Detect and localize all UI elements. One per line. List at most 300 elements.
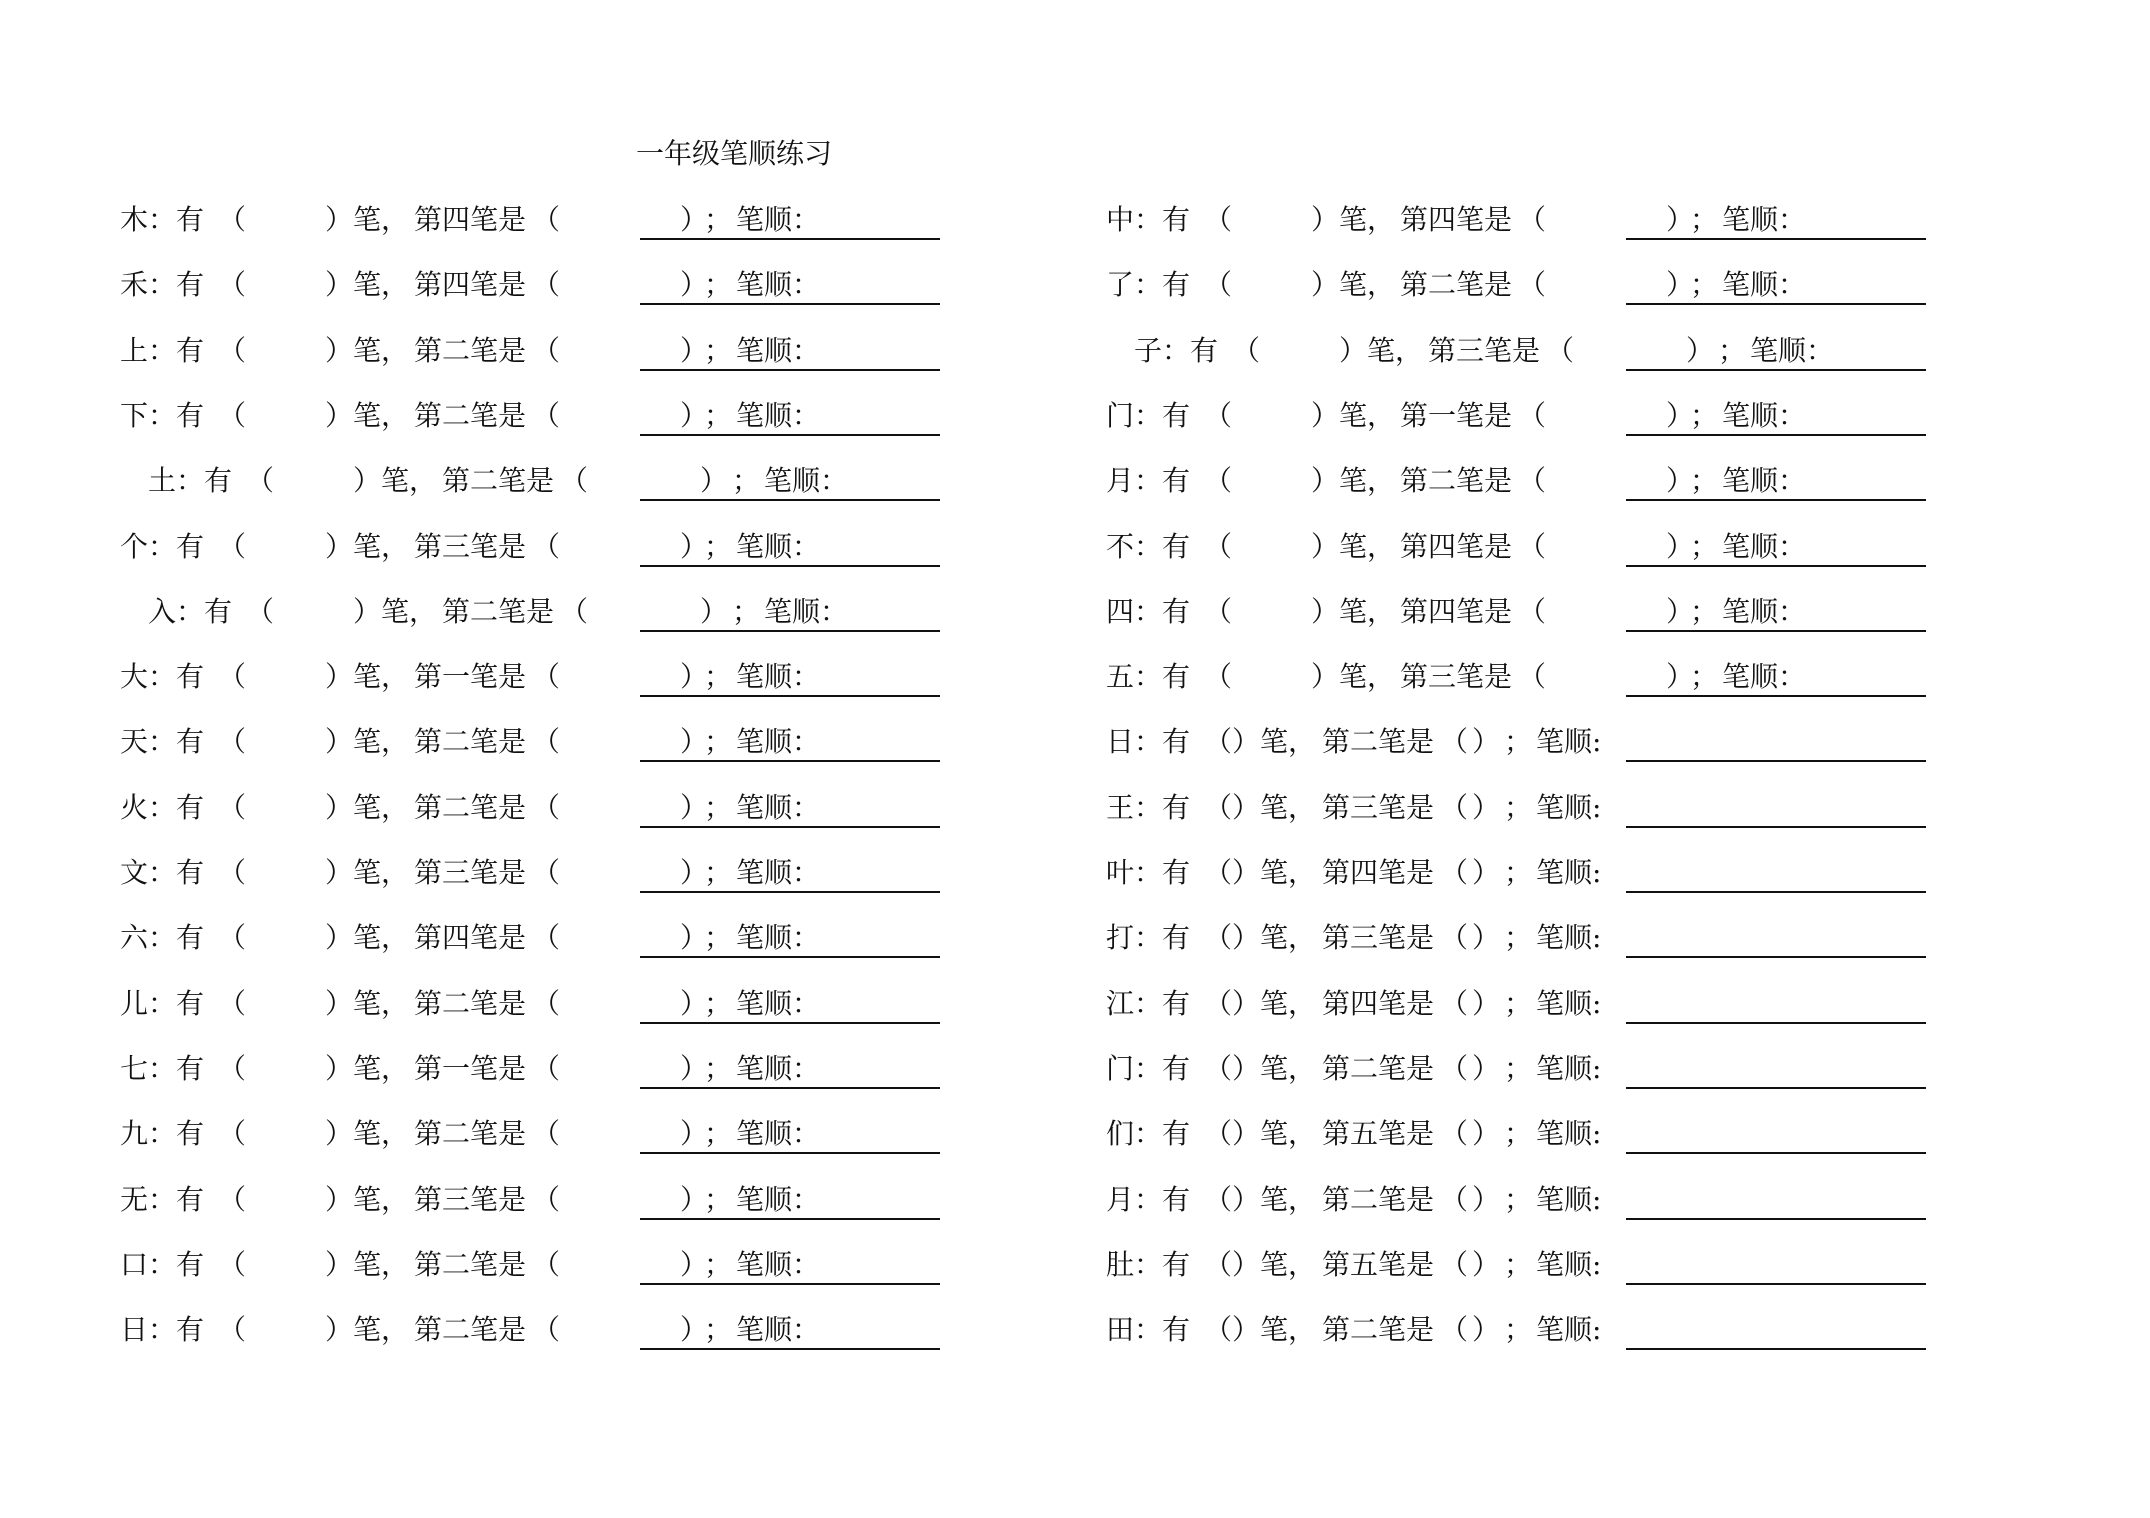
stroke-char-label: 了：有 [1106, 268, 1191, 302]
stroke-count-close: ）笔， [1311, 594, 1396, 628]
stroke-order-blank[interactable] [730, 630, 940, 632]
stroke-order-label: 笔顺: [1536, 790, 1602, 824]
stroke-count-open: （ [1232, 333, 1261, 367]
stroke-answer-close: ） [680, 660, 709, 694]
stroke-char-label: 月：有 [1106, 1182, 1191, 1216]
stroke-answer-open: （ [1440, 1247, 1469, 1281]
stroke-order-label: 笔顺： [1722, 268, 1807, 302]
stroke-ordinal-label: 第二笔是 [414, 790, 527, 824]
right-exercise-row-2 [1106, 263, 2006, 307]
stroke-count-close: ）笔， [1232, 1182, 1317, 1216]
stroke-count-open: （ [218, 203, 247, 236]
stroke-order-label: 笔顺： [736, 856, 821, 889]
stroke-count-close: ）笔， [325, 1117, 410, 1151]
left-exercise-row-8 [120, 655, 1020, 699]
left-exercise-row-17 [120, 1243, 1020, 1287]
stroke-count-open: （ [246, 594, 275, 628]
stroke-count-close: ）笔， [325, 790, 410, 824]
stroke-order-blank[interactable] [1626, 891, 1926, 893]
stroke-count-open: （ [1204, 203, 1233, 236]
stroke-count-open: （ [218, 986, 247, 1020]
semicolon: ； [704, 398, 733, 432]
stroke-count-open: （ [218, 1247, 247, 1281]
stroke-order-blank[interactable] [730, 1348, 940, 1350]
stroke-ordinal-label: 第二笔是 [414, 1117, 527, 1151]
stroke-order-label: 笔顺： [1722, 203, 1807, 236]
stroke-char-label: 肚：有 [1106, 1247, 1191, 1281]
stroke-ordinal-label: 第二笔是 [414, 1247, 527, 1281]
stroke-answer-close: ） [680, 856, 709, 889]
stroke-answer-close: ） [1472, 1182, 1501, 1216]
stroke-answer-open: （ [1518, 660, 1547, 694]
stroke-count-close: ）笔， [325, 660, 410, 694]
right-exercise-row-15 [1106, 1112, 2006, 1156]
right-exercise-row-11 [1106, 851, 2006, 895]
right-exercise-row-10 [1106, 786, 2006, 830]
stroke-answer-open: （ [532, 529, 561, 563]
stroke-char-label: 入：有 [148, 594, 233, 628]
semicolon: ； [704, 1182, 733, 1216]
stroke-answer-close: ） [1472, 790, 1501, 824]
stroke-ordinal-label: 第二笔是 [414, 986, 527, 1020]
stroke-order-blank[interactable] [1626, 826, 1926, 828]
stroke-count-open: （ [1204, 725, 1233, 759]
stroke-count-close: ）笔， [325, 1247, 410, 1281]
left-exercise-row-5 [148, 459, 1048, 503]
stroke-order-blank[interactable] [1716, 565, 1926, 567]
stroke-char-label: 江：有 [1106, 986, 1191, 1020]
stroke-order-label: 笔顺： [736, 725, 821, 759]
semicolon: ； [704, 529, 733, 563]
stroke-order-blank[interactable] [730, 499, 940, 501]
stroke-answer-close: ） [1472, 986, 1501, 1020]
right-exercise-row-4 [1106, 394, 2006, 438]
stroke-answer-open: （ [1440, 1051, 1469, 1085]
right-exercise-row-1 [1106, 198, 2006, 242]
stroke-count-close: ）笔， [325, 1051, 410, 1085]
stroke-count-open: （ [1204, 529, 1233, 563]
stroke-order-blank[interactable] [730, 1283, 940, 1285]
stroke-count-open: （ [218, 790, 247, 824]
stroke-count-close: ）笔， [1311, 398, 1396, 432]
stroke-count-close: ）笔， [1232, 921, 1317, 955]
stroke-char-label: 下：有 [120, 398, 205, 432]
right-exercise-row-8 [1106, 655, 2006, 699]
stroke-count-open: （ [218, 1182, 247, 1216]
right-exercise-row-13 [1106, 982, 2006, 1026]
stroke-order-label: 笔顺： [736, 1117, 821, 1151]
stroke-count-close: ）笔， [325, 725, 410, 759]
stroke-order-label: 笔顺: [1536, 1247, 1602, 1281]
stroke-order-blank[interactable] [1626, 1152, 1926, 1154]
stroke-count-open: （ [246, 464, 275, 498]
stroke-ordinal-label: 第三笔是 [414, 1182, 527, 1216]
semicolon: ； [704, 1313, 733, 1347]
stroke-order-label: 笔顺： [1722, 529, 1807, 563]
semicolon: ； [1504, 986, 1533, 1020]
stroke-count-open: （ [218, 398, 247, 432]
stroke-char-label: 口：有 [120, 1247, 205, 1281]
stroke-ordinal-label: 第二笔是 [1322, 725, 1435, 759]
stroke-ordinal-label: 第三笔是 [1400, 660, 1513, 694]
semicolon: ； [704, 986, 733, 1020]
stroke-order-blank[interactable] [730, 369, 940, 371]
semicolon: ； [704, 921, 733, 955]
right-exercise-row-16 [1106, 1178, 2006, 1222]
stroke-ordinal-label: 第二笔是 [414, 725, 527, 759]
stroke-count-close: ）笔， [1232, 1313, 1317, 1347]
stroke-count-close: ）笔， [1232, 986, 1317, 1020]
stroke-order-label: 笔顺： [736, 1182, 821, 1216]
stroke-ordinal-label: 第二笔是 [414, 398, 527, 432]
left-exercise-row-3 [120, 329, 1020, 373]
stroke-count-open: （ [1204, 856, 1233, 889]
stroke-count-open: （ [1204, 1182, 1233, 1216]
stroke-answer-close: ） [680, 529, 709, 563]
stroke-order-label: 笔顺: [1536, 856, 1602, 889]
stroke-count-close: ）笔， [1232, 1051, 1317, 1085]
stroke-answer-close: ） [680, 203, 709, 236]
stroke-answer-close: ） [1472, 1313, 1501, 1347]
stroke-answer-open: （ [1518, 203, 1547, 236]
stroke-ordinal-label: 第二笔是 [1322, 1182, 1435, 1216]
semicolon: ； [1504, 856, 1533, 889]
stroke-ordinal-label: 第三笔是 [1322, 921, 1435, 955]
stroke-answer-close: ） [680, 268, 709, 302]
stroke-order-blank[interactable] [1626, 1087, 1926, 1089]
stroke-char-label: 上：有 [120, 333, 205, 367]
stroke-order-label: 笔顺: [1536, 725, 1602, 759]
stroke-count-close: ）笔， [325, 1182, 410, 1216]
stroke-order-blank[interactable] [730, 956, 940, 958]
stroke-order-label: 笔顺： [736, 529, 821, 563]
stroke-count-open: （ [1204, 1117, 1233, 1151]
stroke-order-blank[interactable] [730, 303, 940, 305]
stroke-answer-close: ） [1686, 333, 1715, 367]
semicolon: ； [704, 1247, 733, 1281]
left-exercise-row-11 [120, 851, 1020, 895]
stroke-order-label: 笔顺： [736, 333, 821, 367]
stroke-order-label: 笔顺： [736, 1313, 821, 1347]
right-exercise-row-5 [1106, 459, 2006, 503]
stroke-count-close: ）笔， [325, 856, 410, 889]
stroke-char-label: 日：有 [1106, 725, 1191, 759]
semicolon: ； [704, 1051, 733, 1085]
stroke-order-label: 笔顺： [736, 790, 821, 824]
semicolon: ； [1504, 790, 1533, 824]
stroke-order-blank[interactable] [1716, 434, 1926, 436]
stroke-answer-open: （ [1518, 594, 1547, 628]
stroke-count-open: （ [218, 725, 247, 759]
stroke-ordinal-label: 第五笔是 [1322, 1247, 1435, 1281]
semicolon: ； [704, 790, 733, 824]
semicolon: ； [732, 594, 761, 628]
stroke-order-blank[interactable] [730, 1022, 940, 1024]
left-exercise-row-14 [120, 1047, 1020, 1091]
stroke-order-label: 笔顺： [736, 268, 821, 302]
stroke-answer-close: ） [680, 1051, 709, 1085]
stroke-count-open: （ [1204, 464, 1233, 498]
semicolon: ； [1504, 725, 1533, 759]
stroke-ordinal-label: 第二笔是 [442, 464, 555, 498]
right-exercise-row-14 [1106, 1047, 2006, 1091]
stroke-order-label: 笔顺： [1750, 333, 1835, 367]
stroke-count-close: ）笔， [1311, 464, 1396, 498]
stroke-ordinal-label: 第二笔是 [1322, 1051, 1435, 1085]
stroke-ordinal-label: 第四笔是 [1400, 594, 1513, 628]
stroke-order-blank[interactable] [1716, 303, 1926, 305]
stroke-order-blank[interactable] [1716, 369, 1926, 371]
stroke-answer-open: （ [532, 1182, 561, 1216]
stroke-answer-open: （ [532, 790, 561, 824]
semicolon: ； [1504, 1182, 1533, 1216]
stroke-count-close: ）笔， [1232, 1247, 1317, 1281]
stroke-count-close: ）笔， [1232, 856, 1317, 889]
stroke-char-label: 王：有 [1106, 790, 1191, 824]
stroke-order-blank[interactable] [730, 760, 940, 762]
stroke-ordinal-label: 第一笔是 [414, 660, 527, 694]
stroke-answer-open: （ [532, 268, 561, 302]
stroke-answer-close: ） [680, 725, 709, 759]
stroke-answer-open: （ [1440, 790, 1469, 824]
stroke-order-blank[interactable] [730, 565, 940, 567]
stroke-answer-close: ） [1472, 921, 1501, 955]
left-exercise-row-16 [120, 1178, 1020, 1222]
stroke-char-label: 四：有 [1106, 594, 1191, 628]
stroke-answer-close: ） [1472, 725, 1501, 759]
stroke-count-close: ）笔， [325, 398, 410, 432]
stroke-answer-open: （ [532, 203, 561, 236]
semicolon: ； [1718, 333, 1747, 367]
semicolon: ； [1690, 594, 1719, 628]
stroke-answer-open: （ [1440, 1117, 1469, 1151]
stroke-count-open: （ [1204, 1247, 1233, 1281]
left-exercise-row-7 [148, 590, 1048, 634]
stroke-answer-close: ） [700, 464, 729, 498]
stroke-char-label: 火：有 [120, 790, 205, 824]
stroke-char-label: 打：有 [1106, 921, 1191, 955]
stroke-count-open: （ [218, 660, 247, 694]
stroke-answer-open: （ [532, 398, 561, 432]
stroke-answer-open: （ [560, 594, 589, 628]
stroke-count-open: （ [1204, 660, 1233, 694]
stroke-answer-close: ） [680, 921, 709, 955]
stroke-order-label: 笔顺： [1722, 660, 1807, 694]
stroke-ordinal-label: 第二笔是 [414, 1313, 527, 1347]
stroke-ordinal-label: 第四笔是 [1322, 856, 1435, 889]
stroke-answer-open: （ [532, 921, 561, 955]
stroke-answer-open: （ [560, 464, 589, 498]
stroke-answer-open: （ [1518, 529, 1547, 563]
stroke-order-blank[interactable] [1626, 1348, 1926, 1350]
stroke-order-blank[interactable] [730, 238, 940, 240]
stroke-count-close: ）笔， [1311, 660, 1396, 694]
stroke-ordinal-label: 第一笔是 [1400, 398, 1513, 432]
stroke-count-close: ）笔， [325, 921, 410, 955]
worksheet-title: 一年级笔顺练习 [636, 137, 833, 170]
stroke-count-close: ）笔， [325, 1313, 410, 1347]
stroke-char-label: 日：有 [120, 1313, 205, 1347]
stroke-order-blank[interactable] [730, 1152, 940, 1154]
stroke-order-blank[interactable] [1716, 630, 1926, 632]
stroke-ordinal-label: 第二笔是 [1400, 464, 1513, 498]
stroke-answer-close: ） [680, 790, 709, 824]
stroke-answer-close: ） [1666, 203, 1695, 236]
stroke-char-label: 大：有 [120, 660, 205, 694]
stroke-count-open: （ [218, 333, 247, 367]
stroke-order-label: 笔顺： [1722, 464, 1807, 498]
stroke-order-blank[interactable] [730, 695, 940, 697]
stroke-order-blank[interactable] [730, 826, 940, 828]
stroke-count-open: （ [1204, 594, 1233, 628]
semicolon: ； [704, 203, 733, 236]
stroke-char-label: 九：有 [120, 1117, 205, 1151]
stroke-order-blank[interactable] [1626, 760, 1926, 762]
stroke-order-label: 笔顺: [1536, 921, 1602, 955]
stroke-order-blank[interactable] [1626, 1283, 1926, 1285]
stroke-char-label: 中：有 [1106, 203, 1191, 236]
stroke-order-label: 笔顺： [736, 921, 821, 955]
stroke-order-label: 笔顺: [1536, 1051, 1602, 1085]
stroke-answer-close: ） [680, 398, 709, 432]
stroke-count-close: ）笔， [1311, 203, 1396, 236]
stroke-char-label: 门：有 [1106, 398, 1191, 432]
stroke-answer-close: ） [680, 333, 709, 367]
left-exercise-row-18 [120, 1308, 1020, 1352]
stroke-answer-close: ） [1472, 1051, 1501, 1085]
stroke-count-open: （ [218, 921, 247, 955]
stroke-answer-open: （ [532, 333, 561, 367]
semicolon: ； [1690, 203, 1719, 236]
stroke-answer-open: （ [1518, 268, 1547, 302]
stroke-order-blank[interactable] [1716, 695, 1926, 697]
stroke-count-open: （ [1204, 790, 1233, 824]
stroke-count-close: ）笔， [325, 203, 410, 236]
stroke-char-label: 无：有 [120, 1182, 205, 1216]
stroke-order-label: 笔顺： [764, 464, 849, 498]
stroke-answer-close: ） [1666, 398, 1695, 432]
left-exercise-row-13 [120, 982, 1020, 1026]
stroke-count-close: ）笔， [325, 333, 410, 367]
stroke-count-close: ）笔， [1232, 1117, 1317, 1151]
right-exercise-row-7 [1106, 590, 2006, 634]
stroke-answer-open: （ [532, 986, 561, 1020]
stroke-char-label: 月：有 [1106, 464, 1191, 498]
stroke-ordinal-label: 第三笔是 [414, 856, 527, 889]
stroke-count-open: （ [1204, 1051, 1233, 1085]
stroke-count-close: ）笔， [325, 986, 410, 1020]
stroke-answer-open: （ [1440, 725, 1469, 759]
stroke-answer-open: （ [1440, 921, 1469, 955]
stroke-order-label: 笔顺: [1536, 1182, 1602, 1216]
stroke-order-label: 笔顺： [1722, 398, 1807, 432]
stroke-answer-open: （ [532, 1117, 561, 1151]
semicolon: ； [704, 856, 733, 889]
stroke-order-label: 笔顺： [736, 986, 821, 1020]
stroke-answer-open: （ [1440, 1313, 1469, 1347]
right-exercise-row-17 [1106, 1243, 2006, 1287]
stroke-order-blank[interactable] [1626, 1022, 1926, 1024]
stroke-count-open: （ [218, 268, 247, 302]
stroke-order-blank[interactable] [1626, 1218, 1926, 1220]
stroke-ordinal-label: 第四笔是 [414, 268, 527, 302]
semicolon: ； [704, 725, 733, 759]
stroke-ordinal-label: 第三笔是 [1428, 333, 1541, 367]
stroke-char-label: 田：有 [1106, 1313, 1191, 1347]
right-exercise-row-18 [1106, 1308, 2006, 1352]
stroke-order-blank[interactable] [1716, 499, 1926, 501]
right-exercise-row-12 [1106, 916, 2006, 960]
stroke-char-label: 个：有 [120, 529, 205, 563]
stroke-count-close: ）笔， [1232, 725, 1317, 759]
stroke-ordinal-label: 第四笔是 [414, 921, 527, 955]
stroke-ordinal-label: 第二笔是 [1400, 268, 1513, 302]
stroke-answer-open: （ [1440, 1182, 1469, 1216]
stroke-count-close: ）笔， [325, 529, 410, 563]
stroke-char-label: 文：有 [120, 856, 205, 889]
stroke-count-open: （ [218, 1051, 247, 1085]
left-exercise-row-6 [120, 525, 1020, 569]
stroke-answer-open: （ [532, 1313, 561, 1347]
stroke-count-close: ）笔， [325, 268, 410, 302]
stroke-answer-close: ） [1666, 594, 1695, 628]
stroke-ordinal-label: 第四笔是 [1400, 203, 1513, 236]
stroke-count-open: （ [218, 856, 247, 889]
stroke-answer-close: ） [1666, 660, 1695, 694]
stroke-answer-open: （ [1518, 464, 1547, 498]
right-exercise-row-9 [1106, 720, 2006, 764]
stroke-order-label: 笔顺: [1536, 1313, 1602, 1347]
stroke-order-label: 笔顺： [736, 1051, 821, 1085]
stroke-char-label: 五：有 [1106, 660, 1191, 694]
left-exercise-row-1 [120, 198, 1020, 242]
stroke-char-label: 七：有 [120, 1051, 205, 1085]
stroke-char-label: 门：有 [1106, 1051, 1191, 1085]
stroke-order-blank[interactable] [1626, 956, 1926, 958]
stroke-count-open: （ [1204, 398, 1233, 432]
stroke-ordinal-label: 第四笔是 [1400, 529, 1513, 563]
semicolon: ； [1690, 398, 1719, 432]
stroke-ordinal-label: 第二笔是 [442, 594, 555, 628]
stroke-answer-close: ） [1666, 464, 1695, 498]
semicolon: ； [1690, 268, 1719, 302]
stroke-count-close: ）笔， [353, 464, 438, 498]
semicolon: ； [1504, 1051, 1533, 1085]
semicolon: ； [704, 1117, 733, 1151]
left-exercise-row-12 [120, 916, 1020, 960]
stroke-order-blank[interactable] [730, 434, 940, 436]
stroke-order-blank[interactable] [1716, 238, 1926, 240]
stroke-char-label: 禾：有 [120, 268, 205, 302]
stroke-order-blank[interactable] [730, 891, 940, 893]
stroke-count-close: ）笔， [1339, 333, 1424, 367]
stroke-ordinal-label: 第四笔是 [414, 203, 527, 236]
stroke-count-close: ）笔， [353, 594, 438, 628]
stroke-answer-open: （ [532, 1051, 561, 1085]
stroke-answer-open: （ [1440, 856, 1469, 889]
stroke-char-label: 六：有 [120, 921, 205, 955]
stroke-ordinal-label: 第二笔是 [414, 333, 527, 367]
stroke-order-blank[interactable] [730, 1087, 940, 1089]
stroke-answer-close: ） [680, 1182, 709, 1216]
stroke-order-blank[interactable] [730, 1218, 940, 1220]
stroke-order-label: 笔顺： [736, 203, 821, 236]
stroke-ordinal-label: 第一笔是 [414, 1051, 527, 1085]
stroke-answer-open: （ [1546, 333, 1575, 367]
stroke-char-label: 们：有 [1106, 1117, 1191, 1151]
stroke-ordinal-label: 第三笔是 [1322, 790, 1435, 824]
stroke-count-close: ）笔， [1232, 790, 1317, 824]
